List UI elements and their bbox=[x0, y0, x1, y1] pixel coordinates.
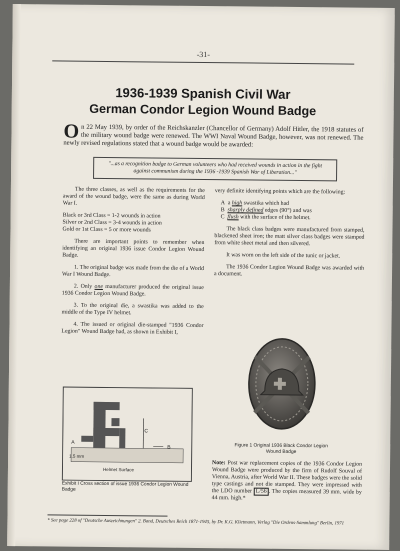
underlined-word: sharply defined bbox=[227, 207, 264, 214]
identifying-points bbox=[221, 200, 365, 223]
footnote: * See page 228 of "Deutsche Auszeichnungen" 2. Band, Deutsches Reich 1871-1945, by Dr. K.G. Klietmann, Verlag "Die Ordens-Sammlung" Berlin, 1971 bbox=[47, 518, 345, 527]
text-span: Post war replacement copies of the 1936 Condor Legion Wound Badge were produced by the firm of Rudolf Souval of Vienna, Austria, after World War II. These badges were the solid type castings and not die stamped. They were impressed with the LDO number bbox=[211, 460, 363, 495]
point-line bbox=[221, 214, 311, 221]
right-paragraph: The black class badges were manufactured from stamped, blackened sheet iron; the matt silver class badges were stamped from white sheet metal and then silvered. bbox=[214, 226, 365, 248]
label-surface: Helmet Surface bbox=[102, 466, 135, 473]
footnote-rule bbox=[47, 514, 167, 516]
cross-section-diagram bbox=[62, 387, 193, 482]
quote-box: "...as a recognition badge to German volunteers who had received wounds in action in the fight against communism during the 1936 -1939 Spanish War of Liberation..." bbox=[93, 157, 337, 182]
wound-badge-photo bbox=[240, 328, 323, 439]
left-paragraph: 3. To the original die, a swastika was added to the middle of the Type IV helmet. bbox=[61, 302, 204, 317]
text-span: a bbox=[227, 200, 232, 207]
intro-paragraph bbox=[63, 120, 364, 151]
label-a: A bbox=[71, 439, 75, 446]
left-paragraph: 4. The issued or original die-stamped "1936 Condor Legion" Wound Badge had, as shown in Exhibit I, bbox=[61, 321, 204, 336]
page-title: 1936-1939 Spanish Civil War bbox=[115, 85, 291, 102]
intro-text: n 22 May 1939, by order of the Reichskanzler (Chancellor of Germany) Adolf Hitler, the 1918 statutes of the military wound badge were renewed. The WWI Naval Wound Badge, however, was not renewed. The newly revised regulations stated that a wound badge would be awarded: bbox=[63, 123, 364, 149]
text-span: . The copies measured 39 mm. wide by 44 mm. high.* bbox=[211, 488, 362, 502]
ldo-number: L/56 bbox=[254, 488, 269, 496]
right-column bbox=[214, 188, 365, 285]
point-line bbox=[221, 207, 312, 214]
text-span: with the surface of the helmet. bbox=[238, 214, 311, 222]
underlined-word: one bbox=[94, 283, 103, 290]
label-c: C bbox=[144, 428, 149, 435]
label-dim: 1.5 mm bbox=[69, 453, 85, 459]
exhibit-caption: Exhibit I Cross section of issue 1936 Condor Legion Wound Badge bbox=[61, 481, 189, 493]
class-line: Gold or 1st Class = 5 or more wounds bbox=[62, 226, 151, 234]
point-letter: B bbox=[220, 207, 225, 214]
right-paragraph: The 1936 Condor Legion Wound Badge was awarded with a document. bbox=[213, 264, 365, 278]
page-number: -31- bbox=[196, 49, 211, 60]
left-paragraph: 1. The original badge was made from the die of a World War I Wound Badge. bbox=[61, 264, 205, 279]
text-span: manufacturer produced the original issue 1936 Condor Legion Wound Badge. bbox=[61, 283, 204, 298]
header-rule bbox=[52, 60, 354, 64]
class-line: Silver or 2nd Class = 3-4 wounds in action bbox=[62, 219, 162, 227]
point-letter: C bbox=[220, 214, 225, 221]
class-line: Black or 3rd Class = 1-2 wounds in action bbox=[62, 212, 161, 220]
left-paragraph bbox=[62, 284, 204, 299]
document-page bbox=[7, 4, 395, 550]
note-label: Note: bbox=[212, 460, 226, 467]
left-column bbox=[61, 187, 205, 342]
text-span: 2. Only bbox=[73, 283, 95, 290]
right-paragraph: very definite identifying points which are the following: bbox=[214, 188, 346, 196]
page-subtitle: German Condor Legion Wound Badge bbox=[89, 101, 317, 119]
left-paragraph: There are important points to remember when identifying an original 1936 issue Condor Legion Wound Badge. bbox=[62, 238, 205, 259]
note-paragraph bbox=[212, 460, 362, 504]
wound-classes bbox=[62, 213, 204, 235]
left-paragraph: The three classes, as well as the requirements for the award of the wound badge, were the same as during World War I. bbox=[62, 186, 205, 207]
underlined-word: high bbox=[231, 200, 243, 207]
underlined-word: flush bbox=[227, 214, 239, 221]
drop-cap: O bbox=[63, 120, 80, 143]
point-line bbox=[221, 200, 289, 207]
text-span: swastika which had bbox=[242, 200, 290, 207]
point-letter: A bbox=[220, 200, 225, 207]
right-paragraph: It was worn on the left side of the tunic or jacket. bbox=[226, 252, 341, 260]
label-b: B bbox=[167, 444, 171, 451]
text-span: edges (90°) and was bbox=[263, 207, 312, 215]
figure-caption: Figure 1 Original 1936 Black Condor Legion Wound Badge bbox=[234, 443, 328, 456]
